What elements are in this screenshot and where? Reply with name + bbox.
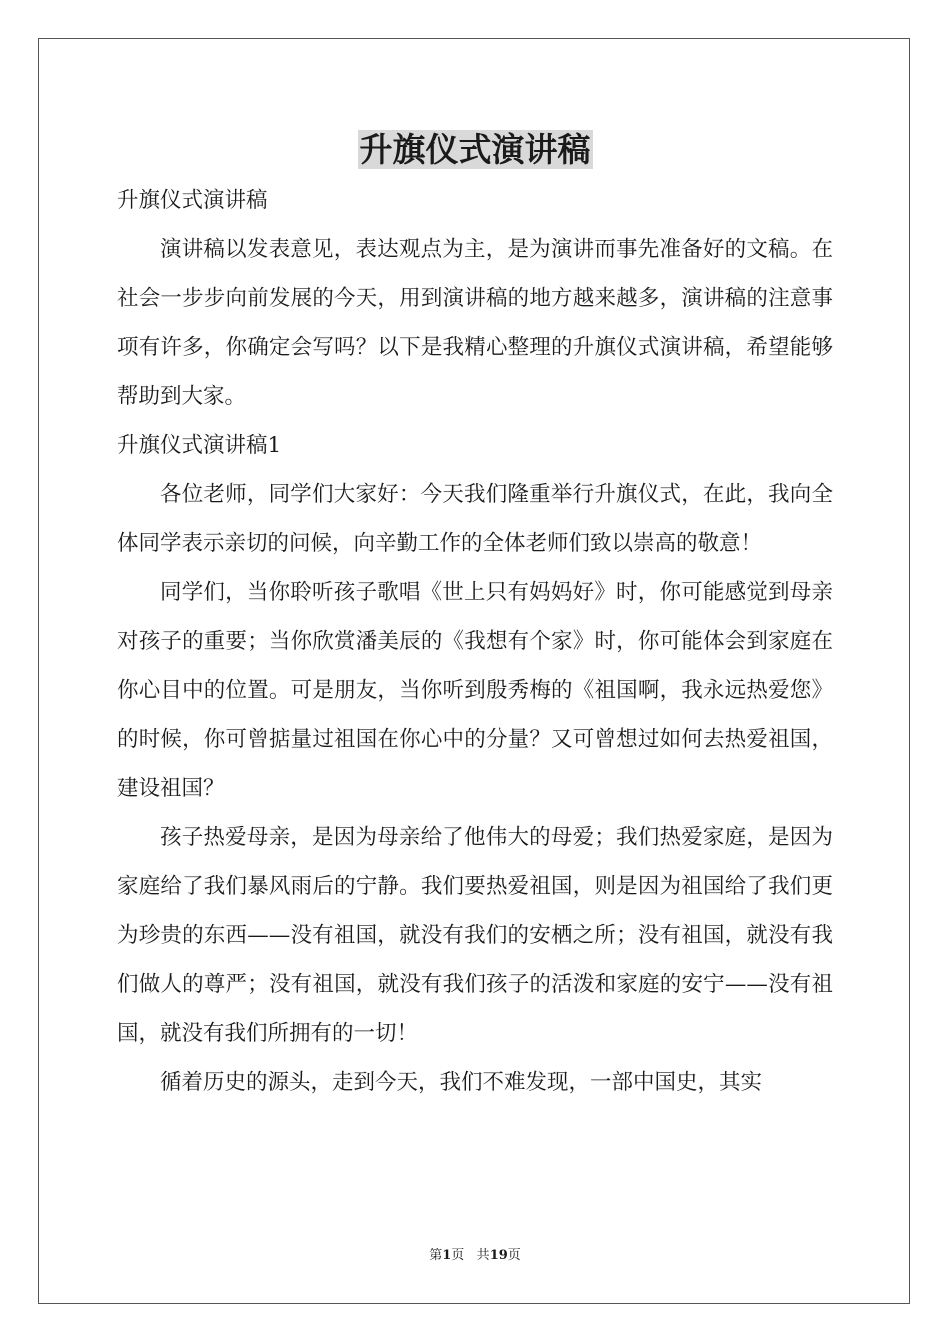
document-title bbox=[0, 126, 950, 174]
total-suffix: 页 bbox=[507, 1248, 521, 1263]
page-current: 1 bbox=[442, 1248, 452, 1263]
page-footer bbox=[0, 1246, 950, 1266]
body-paragraph: 各位老师，同学们大家好：今天我们隆重举行升旗仪式，在此，我向全体同学表示亲切的问候，向辛勤工作的全体老师们致以崇高的敬意！ bbox=[117, 482, 833, 556]
section-heading: 升旗仪式演讲稿 bbox=[117, 188, 268, 213]
page-suffix: 页 bbox=[451, 1248, 465, 1263]
body-paragraph: 同学们，当你聆听孩子歌唱《世上只有妈妈好》时，你可能感觉到母亲对孩子的重要；当你欣赏潘美辰的《我想有个家》时，你可能体会到家庭在你心目中的位置。可是朋友，当你听到殷秀梅的《祖国啊，我永远热爱您》的时候，你可曾掂量过祖国在你心中的分量？又可曾想过如何去热爱祖国，建设祖国？ bbox=[117, 580, 833, 801]
body-paragraph: 孩子热爱母亲，是因为母亲给了他伟大的母爱；我们热爱家庭，是因为家庭给了我们暴风雨后的宁静。我们要热爱祖国，则是因为祖国给了我们更为珍贵的东西——没有祖国，就没有我们的安栖之所；没有祖国，就没有我们做人的尊严；没有祖国，就没有我们孩子的活泼和家庭的安宁——没有祖国，就没有我们所拥有的一切！ bbox=[117, 825, 833, 1046]
body-paragraph: 循着历史的源头，走到今天，我们不难发现，一部中国史，其实 bbox=[160, 1070, 763, 1095]
total-prefix: 共 bbox=[476, 1248, 490, 1263]
document-body bbox=[117, 176, 833, 1107]
page-prefix: 第 bbox=[429, 1248, 443, 1263]
section-heading: 升旗仪式演讲稿1 bbox=[117, 433, 282, 458]
page-total: 19 bbox=[489, 1248, 508, 1263]
body-paragraph: 演讲稿以发表意见，表达观点为主，是为演讲而事先准备好的文稿。在社会一步步向前发展的今天，用到演讲稿的地方越来越多，演讲稿的注意事项有许多，你确定会写吗？以下是我精心整理的升旗仪式演讲稿，希望能够帮助到大家。 bbox=[117, 237, 833, 409]
document-title-text: 升旗仪式演讲稿 bbox=[359, 130, 591, 169]
